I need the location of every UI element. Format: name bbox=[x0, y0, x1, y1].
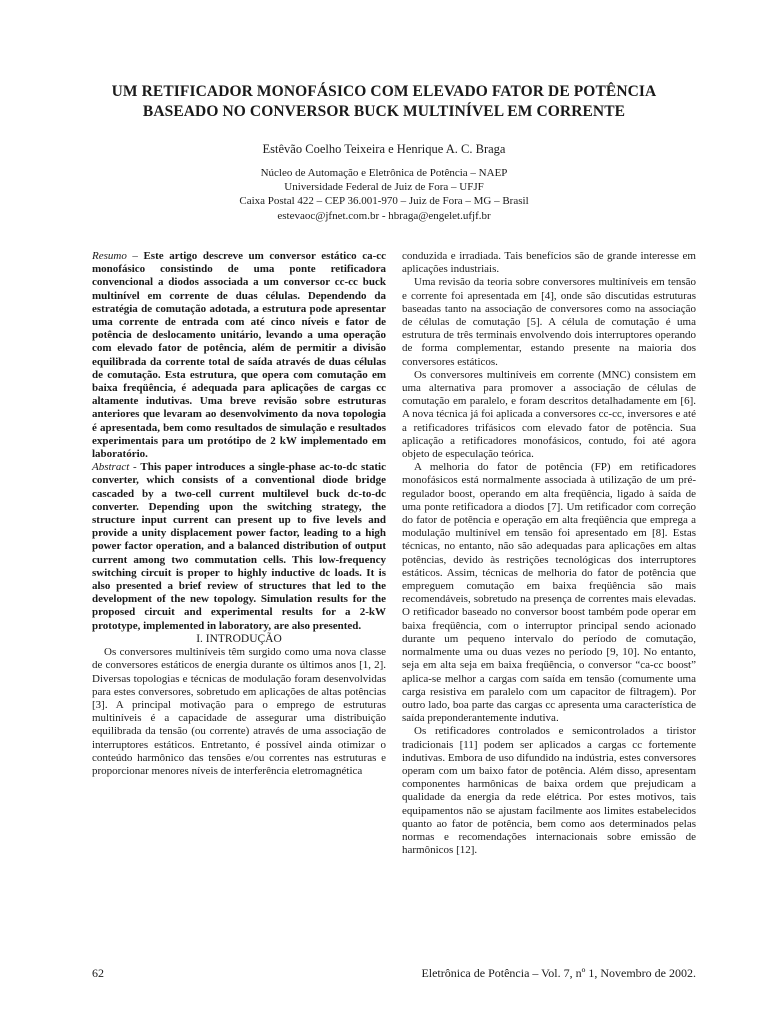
abstract-paragraph bbox=[92, 461, 386, 633]
resumo-paragraph bbox=[92, 250, 386, 461]
affiliation-emails: estevaoc@jfnet.com.br - hbraga@engelet.ufjf.br bbox=[277, 209, 491, 222]
authors: Estêvão Coelho Teixeira e Henrique A. C. Braga bbox=[262, 142, 506, 156]
title-line-2: BASEADO NO CONVERSOR BUCK MULTINÍVEL EM CORRENTE bbox=[142, 103, 626, 120]
intro-paragraph-continued: conduzida e irradiada. Tais benefícios são de grande interesse em aplicações industriais. bbox=[402, 250, 696, 276]
affiliation-line-1: Núcleo de Automação e Eletrônica de Potência – NAEP bbox=[260, 167, 508, 179]
abstract-text: This paper introduces a single-phase ac-to-dc static converter, which consists of a conventional diode bridge cascaded by a two-cell current multilevel buck dc-to-dc converter. Depending upon the switching strategy, the structure input current can present up to five levels and provide a unity displacement power factor, leading to a high power factor operation, and a balanced distribution of output current among two commutation cells. This low-frequency switching circuit is proper to highly inductive dc loads. It is also presented a brief review of structures that led to the development of the new topology. Simulation results for the proposed circuit and experimental results for a 2-kW prototype, implemented in laboratory, are also presented. bbox=[92, 461, 386, 632]
page-number: 62 bbox=[92, 966, 104, 980]
resumo-label: Resumo bbox=[92, 250, 127, 262]
resumo-dash: – bbox=[126, 250, 144, 262]
affiliation-line-3: Caixa Postal 422 – CEP 36.001-970 – Juiz de Fora – MG – Brasil bbox=[239, 195, 529, 208]
abstract-label: Abstract bbox=[92, 461, 130, 474]
section-heading-introduction: I. INTRODUÇÃO bbox=[196, 632, 282, 645]
title-line-1: UM RETIFICADOR MONOFÁSICO COM ELEVADO FATOR DE POTÊNCIA bbox=[111, 83, 657, 100]
paper-title bbox=[60, 82, 708, 122]
intro-paragraph-4: A melhoria do fator de potência (FP) em retificadores monofásicos está normalmente associada à utilização de um pré-regulador boost, operando em alta freqüência, ligado à saída de uma ponte retificadora a diodos [7]. Um retificador com correção do fator de potência e operação em alta freqüência que emprega a modulação multinível em tensão foi apresentado em [8]. Estas técnicas, no entanto, não são adequadas para aplicações em altas potências, devido às restrições tecnológicas dos interruptores estáticos. Assim, técnicas de melhoria do fator de potência que empreguem comutação em baixa freqüência são mais recomendáveis, sobretudo na presença de correntes mais elevadas. O retificador baseado no conversor boost também pode operar em baixa freqüência, com o interruptor principal sendo acionado durante um pequeno intervalo do período de comutação, normalmente uma ou duas vezes no período [9, 10]. No entanto, seja em alta seja em baixa freqüência, o conversor “ca-cc boost” aplica-se melhor a cargas com saída em tensão (comumente uma carga resistiva em paralelo com um capacitor de filtragem). Por outro lado, boa parte das cargas cc apresenta uma característica de saída preponderantemente indutiva. bbox=[402, 461, 696, 725]
intro-paragraph-5: Os retificadores controlados e semicontrolados a tiristor tradicionais [11] podem ser aplicados a cargas cc fortemente indutivas. Embora de uso difundido na indústria, estes conversores operam com um baixo fator de potência. Além disso, apresentam componentes harmônicas de baixa ordem que prejudicam a qualidade da energia da rede elétrica. Por estes motivos, tais equipamentos não se ajustam facilmente aos limites estabelecidos quanto ao fator de potência, bem como aos determinados pelas normas e recomendações internacionais sobre emissão de harmônicos [12]. bbox=[402, 725, 696, 857]
intro-paragraph-3: Os conversores multiníveis em corrente (MNC) consistem em uma alternativa para promover a associação de células de comutação em paralelo, e foram descritos detalhadamente em [6]. A nova técnica já foi aplicada a conversores cc-cc, inversores e até a retificadores trifásicos com elevado fator de potência. Sua aplicação a retificadores monofásicos, contudo, foi até agora objeto de especulação teórica. bbox=[402, 368, 696, 461]
intro-paragraph-1: Os conversores multiníveis têm surgido como uma nova classe de conversores estáticos de energia durante os últimos anos [1, 2]. Diversas topologias e técnicas de modulação foram desenvolvidas para estes conversores, sobretudo em aplicações de altas potências [3]. A principal motivação para o emprego de estruturas multiníveis é a capacidade de assegurar uma distribuição equilibrada da tensão (ou corrente) através de uma associação de interruptores estáticos. Entretanto, é possível ainda otimizar o conteúdo harmônico das tensões e/ou correntes nas estruturas e proporcionar menores níveis de interferência eletromagnética bbox=[92, 646, 386, 777]
abstract-dash: - bbox=[129, 461, 141, 474]
affiliation bbox=[60, 166, 708, 223]
left-column bbox=[92, 250, 386, 778]
right-column bbox=[402, 250, 696, 857]
affiliation-line-2: Universidade Federal de Juiz de Fora – UFJF bbox=[284, 181, 484, 194]
journal-footer: Eletrônica de Potência – Vol. 7, nº 1, Novembro de 2002. bbox=[421, 966, 696, 980]
resumo-text: Este artigo descreve um conversor estático ca-cc monofásico consistindo de uma ponte retificadora convencional a diodos associada a um conversor cc-cc buck multinível em corrente de duas células. Dependendo da estratégia de comutação adotada, a estrutura pode apresentar uma corrente de entrada com até cinco níveis e fator de potência de deslocamento unitário, levando a uma operação com elevado fator de potência, além de permitir a divisão equilibrada da corrente total de saída através de duas células de comutação. Esta estrutura, que opera com comutação em baixa freqüência, é adequada para aplicações de cargas cc altamente indutivas. Uma breve revisão sobre estruturas anteriores que levaram ao desenvolvimento da nova topologia é apresentada, bem como resultados de simulação e resultados experimentais para um protótipo de 2 kW implementado em laboratório. bbox=[92, 250, 387, 461]
intro-paragraph-2: Uma revisão da teoria sobre conversores multiníveis em tensão e corrente foi apresentada em [4], onde são discutidas estruturas baseadas tanto na associação de conversores como na associação de células de comutação [5]. A célula de comutação é uma estrutura de três terminais envolvendo dois interruptores operando de forma complementar, estando presente na maioria dos conversores estáticos. bbox=[402, 276, 696, 368]
